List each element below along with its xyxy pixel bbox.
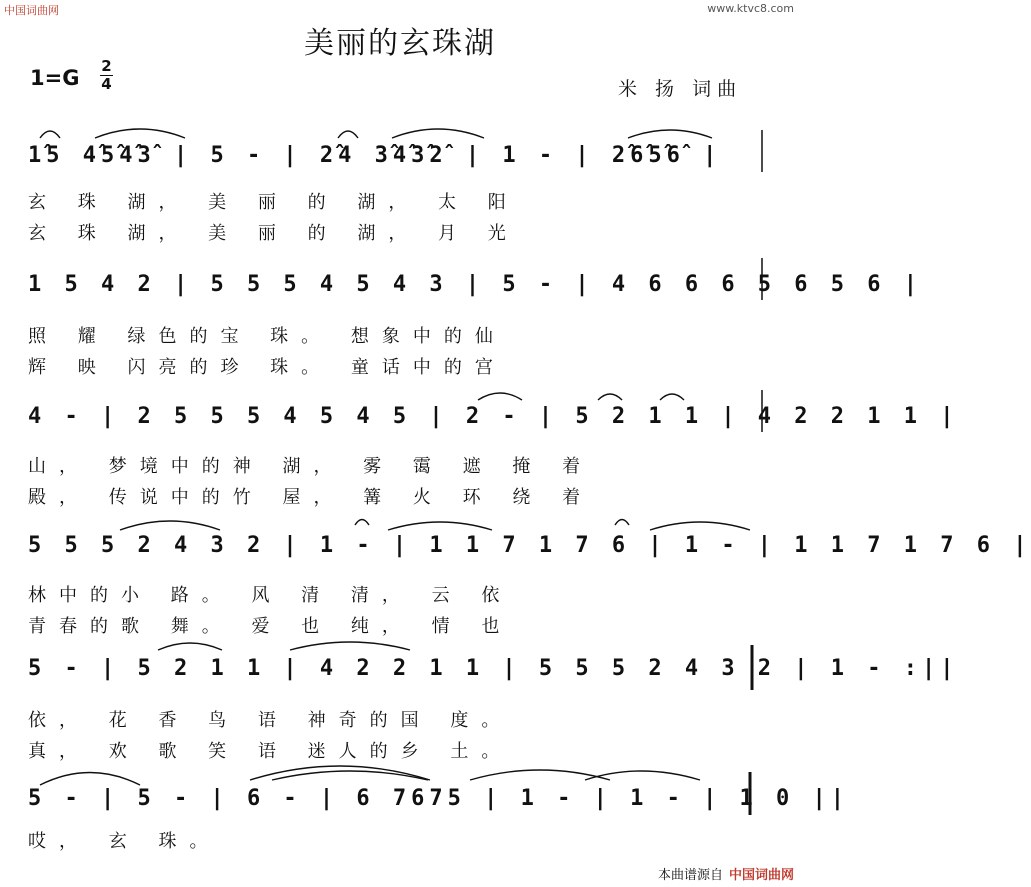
- slur-arc: [650, 522, 750, 530]
- notation-line: 5 5 5 2 4 3 2 | 1 - | 1 1 7 1 7 6 | 1 - | 1 1 7 1 7 6 |: [28, 533, 1031, 558]
- slur-arc: [158, 643, 222, 650]
- slur-arc: [250, 766, 430, 780]
- slur-arc: [272, 771, 428, 780]
- lyric-line: 殿， 传说中的竹 屋， 篝 火 环 绕 着: [28, 487, 594, 508]
- watermark-left: 中国词曲网: [4, 4, 59, 17]
- lyric-line: 真， 欢 歌 笑 语 迷人的乡 土。: [28, 741, 513, 762]
- lyric-line: 照 耀 绿色的宝 珠。 想象中的仙: [28, 326, 506, 347]
- lyric-line: 玄 珠 湖， 美 丽 的 湖， 月 光: [28, 223, 519, 244]
- notation-line: 1̂5 4̂5̂4̂3̂ | 5 - | 2̂4 3̂4̂3̂2̂ | 1 - | 2̂6̂5̂6̂ |: [28, 143, 722, 168]
- notation-line: 5 - | 5 2 1 1 | 4 2 2 1 1 | 5 5 5 2 4 3 2 | 1 - :||: [28, 656, 959, 681]
- time-signature-bottom: 4: [101, 75, 112, 93]
- source-label: 本曲谱源自: [657, 868, 723, 883]
- credit: 米 扬 词曲: [618, 78, 743, 100]
- key-signature: 1=G: [30, 66, 80, 90]
- lyric-line: 青春的歌 舞。 爱 也 纯， 情 也: [28, 616, 513, 637]
- source-site: 中国词曲网: [728, 868, 794, 883]
- slur-arc: [615, 520, 629, 526]
- slur-arc: [585, 771, 700, 780]
- notation-line: 1 5 4 2 | 5 5 5 4 5 4 3 | 5 - | 4 6 6 6 5 6 5 6 |: [28, 272, 923, 297]
- slur-arc: [660, 394, 684, 400]
- slur-arc: [478, 393, 522, 400]
- slur-arc: [628, 130, 712, 138]
- slur-arc: [290, 642, 410, 650]
- notation-line: 5 - | 5 - | 6 - | 6 7675 | 1 - | 1 - | 1 0 ||: [28, 786, 850, 811]
- notation-line: 4 - | 2 5 5 5 4 5 4 5 | 2 - | 5 2 1 1 | 4 2 2 1 1 |: [28, 404, 959, 429]
- slur-arc: [355, 520, 369, 526]
- slur-arc: [95, 129, 185, 138]
- lyric-line: 玄 珠 湖， 美 丽 的 湖， 太 阳: [28, 192, 519, 213]
- lyric-line: 哎， 玄 珠。: [28, 831, 221, 852]
- slur-arc: [40, 131, 60, 138]
- slur-arc: [598, 394, 622, 400]
- slur-arc: [392, 129, 484, 138]
- source-footer: [658, 864, 794, 883]
- slur-arc: [338, 131, 358, 138]
- slur-arc: [388, 522, 492, 530]
- lyric-line: 辉 映 闪亮的珍 珠。 童话中的宫: [28, 357, 506, 378]
- song-title: 美丽的玄珠湖: [304, 26, 496, 61]
- time-signature-top: 2: [101, 57, 112, 75]
- slur-arc: [120, 521, 220, 530]
- watermark-right: www.ktvc8.com: [707, 2, 794, 15]
- slur-arc: [40, 773, 140, 786]
- lyric-line: 林中的小 路。 风 清 清， 云 依: [28, 585, 513, 606]
- lyric-line: 依， 花 香 鸟 语 神奇的国 度。: [28, 710, 513, 731]
- lyric-line: 山， 梦境中的神 湖， 雾 霭 遮 掩 着: [28, 456, 594, 477]
